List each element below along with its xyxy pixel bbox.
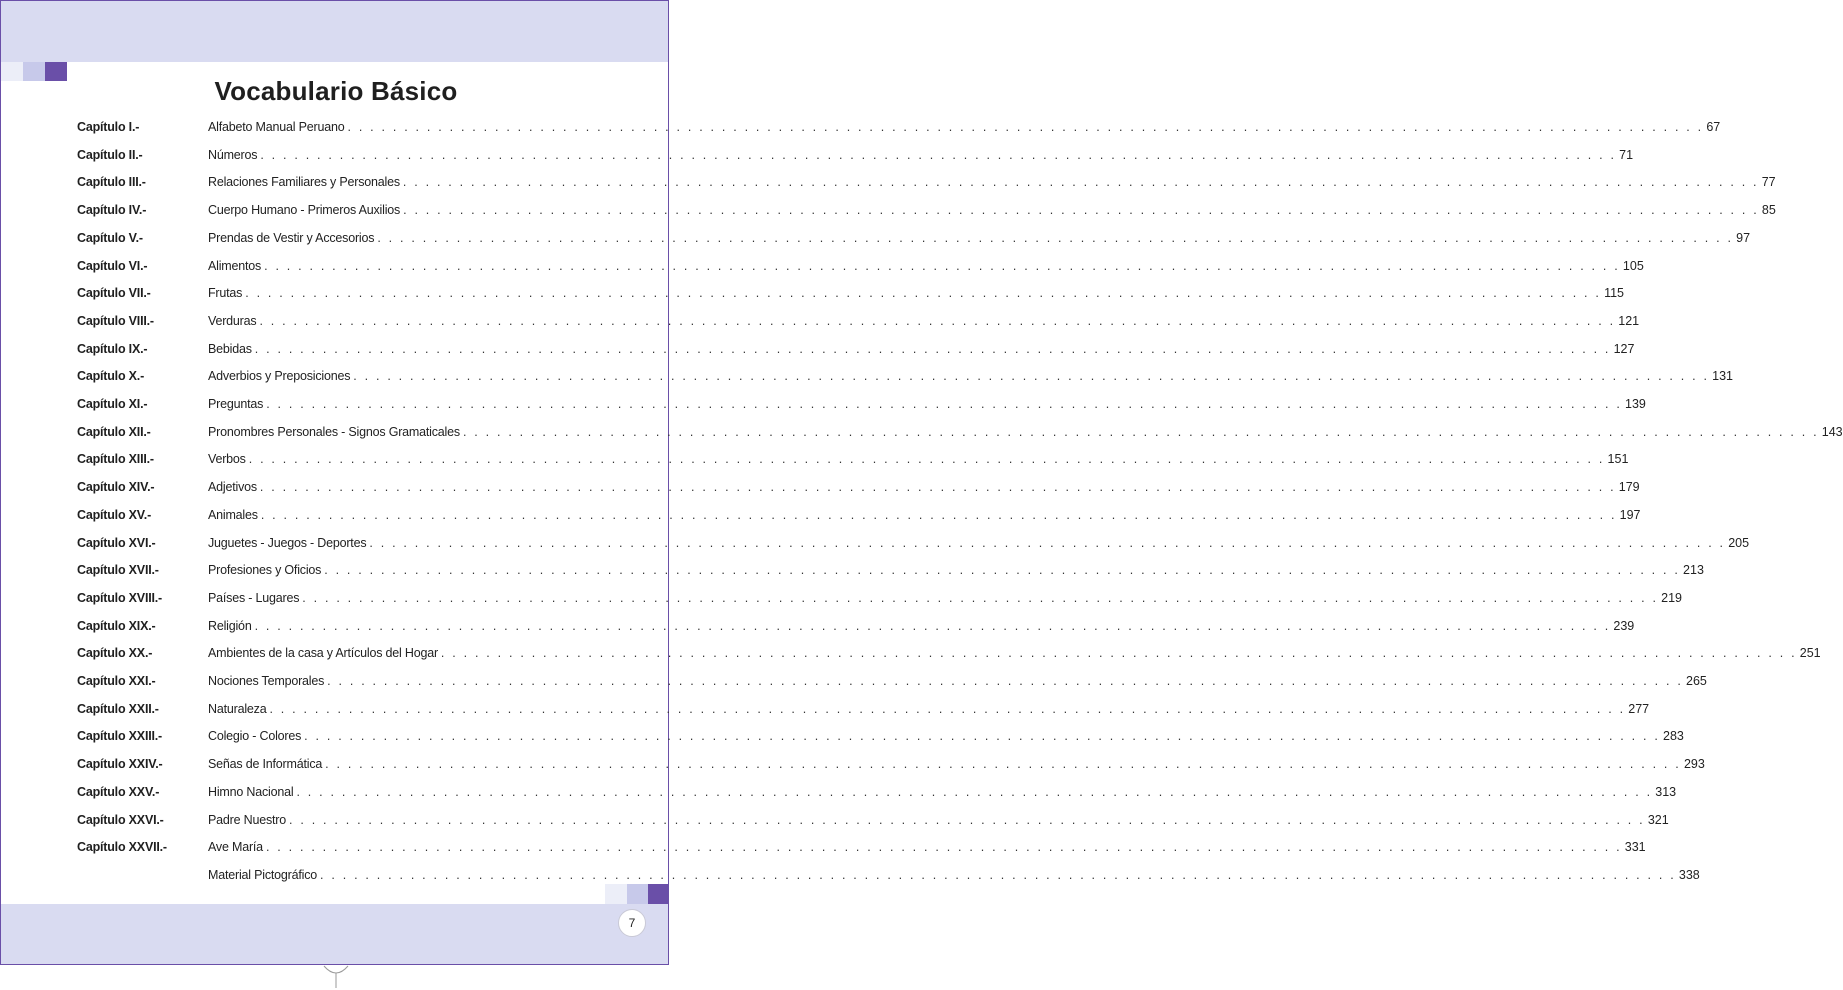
toc-chapter-label: Capítulo XXVII.- [77, 840, 167, 855]
toc-chapter-label: Capítulo X.- [77, 369, 145, 384]
toc-page-number: 85 [1761, 203, 1776, 218]
toc-entry-title: Bebidas [208, 341, 252, 356]
toc-entry [208, 120, 1721, 134]
toc-row [0, 369, 1733, 389]
toc-chapter-label: Capítulo XVIII.- [77, 590, 162, 605]
toc-entry [208, 812, 1669, 827]
toc-entry-title: Nociones Temporales [208, 674, 325, 688]
toc-row [0, 618, 1635, 639]
toc-dot-leader: . . . . . . . . . . . . . . . . . . . . . . . . . . . . . . . . . . . . . . . . . . . . . . . . . . . . . . . . . . . . . . . . . . . . . . . . . . . . . . . . . . . . . . . . . . . . . . . . . . . . . . . . . . . . . . . . . . . . . . . . [325, 757, 1681, 772]
toc-entry-title: Pronombres Personales - Signos Gramaticales [208, 424, 460, 439]
toc-dot-leader: . . . . . . . . . . . . . . . . . . . . . . . . . . . . . . . . . . . . . . . . . . . . . . . . . . . . . . . . . . . . . . . . . . . . . . . . . . . . . . . . . . . . . . . . . . . . . . . . . . . . . . . . . . . . . . . . . . . . . . . . [266, 397, 1623, 411]
toc-page-number: 143 [1821, 424, 1843, 439]
toc-entry [208, 701, 1650, 716]
toc-chapter-label: Capítulo II.- [77, 147, 143, 162]
toc-entry [208, 203, 1776, 218]
toc-entry-title: Números [208, 147, 258, 162]
toc-page-number: 151 [1607, 452, 1629, 467]
toc-page-number: 131 [1712, 369, 1733, 384]
toc-chapter-label: Capítulo IX.- [77, 341, 148, 356]
toc-entry-title: Material Pictográfico [208, 867, 318, 882]
toc-dot-leader: . . . . . . . . . . . . . . . . . . . . . . . . . . . . . . . . . . . . . . . . . . . . . . . . . . . . . . . . . . . . . . . . . . . . . . . . . . . . . . . . . . . . . . . . . . . . . . . . . . . . . . . . . . . . . . . . . . . . . . . . [245, 286, 1602, 301]
toc-entry [208, 480, 1640, 495]
toc-dot-leader: . . . . . . . . . . . . . . . . . . . . . . . . . . . . . . . . . . . . . . . . . . . . . . . . . . . . . . . . . . . . . . . . . . . . . . . . . . . . . . . . . . . . . . . . . . . . . . . . . . . . . . . . . . . . . . . . . . . . . . . . [265, 840, 1622, 855]
toc-entry-title: Prendas de Vestir y Accesorios [208, 230, 375, 245]
toc-row [0, 784, 1677, 805]
toc-dot-leader: . . . . . . . . . . . . . . . . . . . . . . . . . . . . . . . . . . . . . . . . . . . . . . . . . . . . . . . . . . . . . . . . . . . . . . . . . . . . . . . . . . . . . . . . . . . . . . . . . . . . . . . . . . . . . . . . . . . . . . . . [264, 258, 1620, 273]
toc-chapter-label: Capítulo XXII.- [77, 701, 159, 716]
toc-row [0, 701, 1650, 722]
toc-entry-title: Adjetivos [208, 480, 257, 495]
toc-entry-title: Cuerpo Humano - Primeros Auxilios [208, 203, 401, 218]
toc-page-number: 313 [1655, 784, 1677, 799]
toc-page-number: 331 [1624, 840, 1646, 855]
toc-entry [208, 729, 1684, 744]
toc-row [0, 175, 1776, 195]
toc-row [0, 867, 1700, 888]
toc-page-number: 338 [1678, 867, 1700, 882]
toc-entry-title: Verduras [208, 313, 257, 328]
toc-row [0, 729, 1684, 749]
toc-chapter-label: Capítulo VII.- [77, 286, 151, 301]
toc-entry-title: Países - Lugares [208, 590, 300, 605]
toc-entry [208, 286, 1624, 301]
toc-chapter-label: Capítulo XII.- [77, 424, 151, 439]
toc-dot-leader: . . . . . . . . . . . . . . . . . . . . . . . . . . . . . . . . . . . . . . . . . . . . . . . . . . . . . . . . . . . . . . . . . . . . . . . . . . . . . . . . . . . . . . . . . . . . . . . . . . . . . . . . . . . . . . . . . . . . . . . . [296, 784, 1653, 799]
toc-entry-title: Alfabeto Manual Peruano [208, 120, 345, 134]
page-title: Vocabulario Básico [214, 76, 458, 106]
toc-entry [208, 563, 1704, 578]
toc-row [0, 757, 1705, 777]
toc-entry-title: Naturaleza [208, 701, 267, 716]
toc-row [0, 424, 1843, 445]
toc-row [0, 313, 1640, 334]
toc-row [0, 258, 1644, 279]
toc-dot-leader: . . . . . . . . . . . . . . . . . . . . . . . . . . . . . . . . . . . . . . . . . . . . . . . . . . . . . . . . . . . . . . . . . . . . . . . . . . . . . . . . . . . . . . . . . . . . . . . . . . . . . . . . . . . . . . . . . . . . . . . . [440, 646, 1797, 661]
toc-chapter-label: Capítulo VI.- [77, 258, 148, 273]
toc-entry [208, 452, 1629, 467]
toc-entry-title: Juguetes - Juegos - Deportes [208, 535, 367, 550]
toc-entry-title: Frutas [208, 286, 243, 301]
toc-dot-leader: . . . . . . . . . . . . . . . . . . . . . . . . . . . . . . . . . . . . . . . . . . . . . . . . . . . . . . . . . . . . . . . . . . . . . . . . . . . . . . . . . . . . . . . . . . . . . . . . . . . . . . . . . . . . . . . . . . . . . . . . [403, 203, 1759, 218]
toc-page-number: 127 [1613, 341, 1635, 356]
toc-entry-title: Colegio - Colores [208, 729, 302, 744]
toc-dot-leader: . . . . . . . . . . . . . . . . . . . . . . . . . . . . . . . . . . . . . . . . . . . . . . . . . . . . . . . . . . . . . . . . . . . . . . . . . . . . . . . . . . . . . . . . . . . . . . . . . . . . . . . . . . . . . . . . . . . . . . . . [304, 729, 1660, 744]
toc-page-number: 293 [1683, 757, 1705, 772]
toc-entry [208, 840, 1646, 855]
toc-entry-title: Religión [208, 618, 252, 633]
toc-page-number: 251 [1799, 646, 1821, 661]
toc-row [0, 646, 1821, 666]
toc-entry-title: Ave María [208, 840, 263, 855]
toc-dot-leader: . . . . . . . . . . . . . . . . . . . . . . . . . . . . . . . . . . . . . . . . . . . . . . . . . . . . . . . . . . . . . . . . . . . . . . . . . . . . . . . . . . . . . . . . . . . . . . . . . . . . . . . . . . . . . . . . . . . . . . . . [254, 618, 1611, 633]
toc-row [0, 535, 1750, 556]
toc-row [0, 840, 1646, 860]
toc-entry-title: Señas de Informática [208, 757, 323, 772]
toc-entry [208, 397, 1646, 411]
toc-chapter-label: Capítulo III.- [77, 175, 146, 190]
toc-entry [208, 784, 1677, 799]
toc-entry-title: Preguntas [208, 397, 264, 411]
toc-row [0, 563, 1704, 583]
toc-entry [208, 674, 1707, 688]
toc-dot-leader: . . . . . . . . . . . . . . . . . . . . . . . . . . . . . . . . . . . . . . . . . . . . . . . . . . . . . . . . . . . . . . . . . . . . . . . . . . . . . . . . . . . . . . . . . . . . . . . . . . . . . . . . . . . . . . . . . . . . . . . . [254, 341, 1611, 356]
toc-chapter-label: Capítulo XVI.- [77, 535, 156, 550]
toc-chapter-label: Capítulo V.- [77, 230, 143, 245]
toc-row [0, 812, 1669, 833]
toc-page-number: 197 [1619, 507, 1641, 522]
toc-dot-leader: . . . . . . . . . . . . . . . . . . . . . . . . . . . . . . . . . . . . . . . . . . . . . . . . . . . . . . . . . . . . . . . . . . . . . . . . . . . . . . . . . . . . . . . . . . . . . . . . . . . . . . . . . . . . . . . . . . . . . . . . [248, 452, 1605, 467]
page-number: 7 [618, 909, 646, 937]
toc-row [0, 397, 1646, 417]
toc-chapter-label: Capítulo XXV.- [77, 784, 160, 799]
toc-row [0, 452, 1629, 472]
toc-chapter-label: Capítulo I.- [77, 120, 140, 134]
toc-entry-title: Alimentos [208, 258, 262, 273]
toc-entry-title: Padre Nuestro [208, 812, 286, 827]
toc-dot-leader: . . . . . . . . . . . . . . . . . . . . . . . . . . . . . . . . . . . . . . . . . . . . . . . . . . . . . . . . . . . . . . . . . . . . . . . . . . . . . . . . . . . . . . . . . . . . . . . . . . . . . . . . . . . . . . . . . . . . . . . . [353, 369, 1710, 384]
toc-entry [208, 424, 1843, 439]
toc-entry-title: Ambientes de la casa y Artículos del Hogar [208, 646, 438, 661]
toc-dot-leader: . . . . . . . . . . . . . . . . . . . . . . . . . . . . . . . . . . . . . . . . . . . . . . . . . . . . . . . . . . . . . . . . . . . . . . . . . . . . . . . . . . . . . . . . . . . . . . . . . . . . . . . . . . . . . . . . . . . . . . . . [302, 590, 1659, 605]
toc-page-number: 71 [1619, 147, 1634, 162]
toc-page-number: 219 [1661, 590, 1682, 605]
toc-chapter-label: Capítulo XXIV.- [77, 757, 163, 772]
crop-mark-icon [322, 964, 350, 990]
toc-chapter-label: Capítulo XXIII.- [77, 729, 162, 744]
toc-entry-title: Verbos [208, 452, 246, 467]
toc-row [0, 590, 1682, 611]
toc-entry [208, 341, 1635, 356]
toc-entry-title: Animales [208, 507, 258, 522]
toc-chapter-label: Capítulo VIII.- [77, 313, 154, 328]
toc-page-number: 277 [1628, 701, 1650, 716]
toc-chapter-label: Capítulo XX.- [77, 646, 153, 661]
toc-row [0, 674, 1707, 694]
toc-entry-title: Relaciones Familiares y Personales [208, 175, 400, 190]
toc-entry [208, 535, 1750, 550]
toc-entry [208, 258, 1644, 273]
toc-entry [208, 313, 1640, 328]
toc-row [0, 341, 1635, 362]
toc-entry-title: Profesiones y Oficios [208, 563, 322, 578]
toc-page-number: 283 [1663, 729, 1684, 744]
toc-page-number: 139 [1625, 397, 1646, 411]
toc-dot-leader: . . . . . . . . . . . . . . . . . . . . . . . . . . . . . . . . . . . . . . . . . . . . . . . . . . . . . . . . . . . . . . . . . . . . . . . . . . . . . . . . . . . . . . . . . . . . . . . . . . . . . . . . . . . . . . . . . . . . . . . . [324, 563, 1681, 578]
toc-entry [208, 230, 1751, 245]
toc-page-number: 77 [1761, 175, 1776, 190]
toc-dot-leader: . . . . . . . . . . . . . . . . . . . . . . . . . . . . . . . . . . . . . . . . . . . . . . . . . . . . . . . . . . . . . . . . . . . . . . . . . . . . . . . . . . . . . . . . . . . . . . . . . . . . . . . . . . . . . . . . . . . . . . . . [320, 867, 1676, 882]
toc-page-number: 239 [1613, 618, 1635, 633]
toc-dot-leader: . . . . . . . . . . . . . . . . . . . . . . . . . . . . . . . . . . . . . . . . . . . . . . . . . . . . . . . . . . . . . . . . . . . . . . . . . . . . . . . . . . . . . . . . . . . . . . . . . . . . . . . . . . . . . . . . . . . . . . . . [259, 313, 1616, 328]
toc-row [0, 286, 1624, 306]
toc-page-number: 67 [1706, 120, 1721, 134]
toc-entry [208, 646, 1821, 661]
toc-row [0, 120, 1721, 140]
toc-dot-leader: . . . . . . . . . . . . . . . . . . . . . . . . . . . . . . . . . . . . . . . . . . . . . . . . . . . . . . . . . . . . . . . . . . . . . . . . . . . . . . . . . . . . . . . . . . . . . . . . . . . . . . . . . . . . . . . . . . . . . . . . [289, 812, 1645, 827]
toc-entry-title: Himno Nacional [208, 784, 294, 799]
toc-page-number: 213 [1683, 563, 1704, 578]
toc-page-number: 321 [1647, 812, 1669, 827]
toc-dot-leader: . . . . . . . . . . . . . . . . . . . . . . . . . . . . . . . . . . . . . . . . . . . . . . . . . . . . . . . . . . . . . . . . . . . . . . . . . . . . . . . . . . . . . . . . . . . . . . . . . . . . . . . . . . . . . . . . . . . . . . . . [269, 701, 1626, 716]
toc-entry [208, 369, 1733, 384]
toc-row [0, 147, 1634, 168]
toc-row [0, 230, 1751, 251]
toc-chapter-label: Capítulo IV.- [77, 203, 147, 218]
toc-dot-leader: . . . . . . . . . . . . . . . . . . . . . . . . . . . . . . . . . . . . . . . . . . . . . . . . . . . . . . . . . . . . . . . . . . . . . . . . . . . . . . . . . . . . . . . . . . . . . . . . . . . . . . . . . . . . . . . . . . . . . . . . [259, 480, 1616, 495]
toc-entry [208, 175, 1776, 190]
toc-chapter-label: Capítulo XXVI.- [77, 812, 164, 827]
toc-page-number: 97 [1736, 230, 1751, 245]
toc-entry-title: Adverbios y Preposiciones [208, 369, 351, 384]
toc-chapter-label: Capítulo XIX.- [77, 618, 156, 633]
toc-page-number: 105 [1622, 258, 1644, 273]
toc-chapter-label: Capítulo XI.- [77, 397, 148, 411]
toc-entry [208, 507, 1641, 522]
toc-row [0, 480, 1640, 500]
toc-chapter-label: Capítulo XXI.- [77, 674, 156, 688]
toc-entry [208, 867, 1700, 882]
toc-dot-leader: . . . . . . . . . . . . . . . . . . . . . . . . . . . . . . . . . . . . . . . . . . . . . . . . . . . . . . . . . . . . . . . . . . . . . . . . . . . . . . . . . . . . . . . . . . . . . . . . . . . . . . . . . . . . . . . . . . . . . . . . [402, 175, 1759, 190]
toc-page-number: 121 [1618, 313, 1640, 328]
toc-page-number: 265 [1686, 674, 1707, 688]
toc-entry [208, 590, 1682, 605]
toc-dot-leader: . . . . . . . . . . . . . . . . . . . . . . . . . . . . . . . . . . . . . . . . . . . . . . . . . . . . . . . . . . . . . . . . . . . . . . . . . . . . . . . . . . . . . . . . . . . . . . . . . . . . . . . . . . . . . . . . . . . . . . . . [377, 230, 1734, 245]
toc-page-number: 115 [1604, 286, 1624, 301]
toc-entry [208, 618, 1635, 633]
toc-dot-leader: . . . . . . . . . . . . . . . . . . . . . . . . . . . . . . . . . . . . . . . . . . . . . . . . . . . . . . . . . . . . . . . . . . . . . . . . . . . . . . . . . . . . . . . . . . . . . . . . . . . . . . . . . . . . . . . . . . . . . . . . [260, 507, 1617, 522]
toc-entry [208, 147, 1634, 162]
toc-page-number: 205 [1728, 535, 1750, 550]
toc-chapter-label: Capítulo XV.- [77, 507, 152, 522]
toc-row [0, 203, 1776, 223]
toc-chapter-label: Capítulo XIV.- [77, 480, 155, 495]
toc-chapter-label: Capítulo XIII.- [77, 452, 154, 467]
toc-chapter-label: Capítulo XVII.- [77, 563, 159, 578]
toc-dot-leader: . . . . . . . . . . . . . . . . . . . . . . . . . . . . . . . . . . . . . . . . . . . . . . . . . . . . . . . . . . . . . . . . . . . . . . . . . . . . . . . . . . . . . . . . . . . . . . . . . . . . . . . . . . . . . . . . . . . . . . . . [369, 535, 1726, 550]
toc-entry [208, 757, 1705, 772]
toc-dot-leader: . . . . . . . . . . . . . . . . . . . . . . . . . . . . . . . . . . . . . . . . . . . . . . . . . . . . . . . . . . . . . . . . . . . . . . . . . . . . . . . . . . . . . . . . . . . . . . . . . . . . . . . . . . . . . . . . . . . . . . . . [347, 120, 1704, 134]
toc-dot-leader: . . . . . . . . . . . . . . . . . . . . . . . . . . . . . . . . . . . . . . . . . . . . . . . . . . . . . . . . . . . . . . . . . . . . . . . . . . . . . . . . . . . . . . . . . . . . . . . . . . . . . . . . . . . . . . . . . . . . . . . . [462, 424, 1819, 439]
toc-page-number: 179 [1618, 480, 1640, 495]
toc-dot-leader: . . . . . . . . . . . . . . . . . . . . . . . . . . . . . . . . . . . . . . . . . . . . . . . . . . . . . . . . . . . . . . . . . . . . . . . . . . . . . . . . . . . . . . . . . . . . . . . . . . . . . . . . . . . . . . . . . . . . . . . . [327, 674, 1683, 688]
toc-row [0, 507, 1641, 528]
toc-dot-leader: . . . . . . . . . . . . . . . . . . . . . . . . . . . . . . . . . . . . . . . . . . . . . . . . . . . . . . . . . . . . . . . . . . . . . . . . . . . . . . . . . . . . . . . . . . . . . . . . . . . . . . . . . . . . . . . . . . . . . . . . [260, 147, 1617, 162]
